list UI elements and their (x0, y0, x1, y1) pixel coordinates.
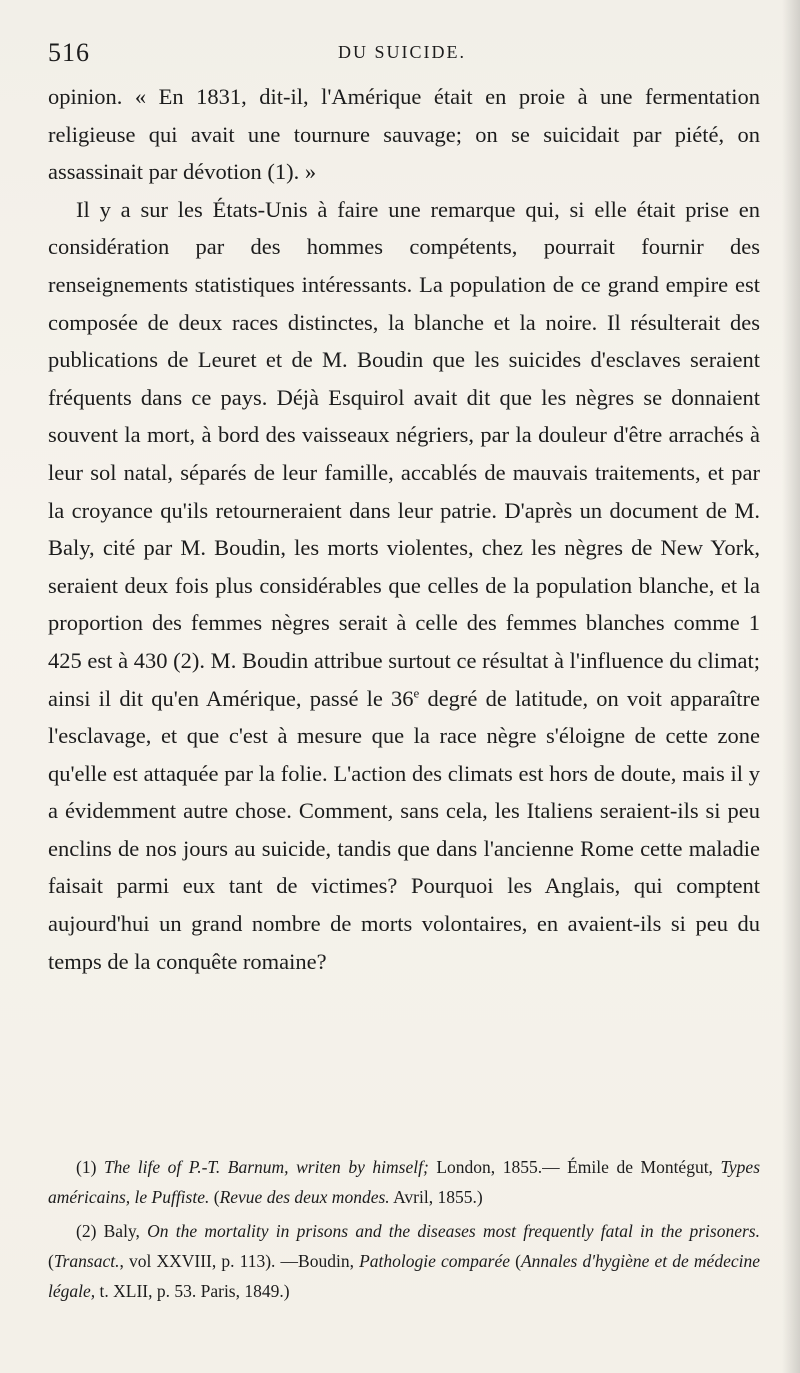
footnote-2: (2) Baly, On the mortality in prisons and the diseases most frequently fatal in the prisoners. (Transact., vol XXVIII, p. 113). —Boudin, Pathologie comparée (Annales d'hygiène et de médecine légale, t. XLII, p. 53. Paris, 1849.) (48, 1221, 760, 1301)
page-number: 516 (48, 38, 90, 67)
page-header (48, 38, 760, 78)
paragraph-1: opinion. « En 1831, dit-il, l'Amérique était en proie à une fermentation religieuse qui avait une tournure sauvage; on se suicidait par piété, on assassinait par dévotion (1). » (48, 84, 760, 185)
superscript-e: e (413, 685, 420, 700)
footnotes (48, 1152, 760, 1306)
footnote-1: (1) The life of P.-T. Barnum, writen by himself; London, 1855.— Émile de Montégut, Types américains, le Puffiste. (Revue des deux mondes. Avril, 1855.) (48, 1157, 761, 1207)
page-edge-shadow (782, 0, 800, 1373)
running-title: DU SUICIDE. (338, 42, 466, 62)
body-text (48, 78, 760, 980)
paragraph-2: Il y a sur les États-Unis à faire une remarque qui, si elle était prise en considération par des hommes compétents, pourrait fournir des renseignements statistiques intéressants. La population de ce grand empire est composée de deux races distinctes, la blanche et la noire. Il résulterait des publications de Leuret et de M. Boudin que les suicides d'esclaves seraient fréquents dans ce pays. Déjà Esquirol avait dit que les nègres se donnaient souvent la mort, à bord des vaisseaux négriers, par la douleur d'être arrachés à leur sol natal, séparés de leur famille, accablés de mauvais traitements, et par la croyance qu'ils retourneraient dans leur patrie. D'après un document de M. Baly, cité par M. Boudin, les morts violentes, chez les nègres de New York, seraient deux fois plus considérables que celles de la population blanche, et la proportion des femmes nègres serait à celle des femmes blanches comme 1 425 est à 430 (2). M. Boudin attribue surtout ce résultat à l'influence du climat; ainsi il dit qu'en Amérique, passé le 36e degré de latitude, on voit apparaître l'esclavage, et que c'est à mesure que la race nègre s'éloigne de cette zone qu'elle est attaquée par la folie. L'action des climats est hors de doute, mais il y a évidemment autre chose. Comment, sans cela, les Italiens seraient-ils si peu enclins de nos jours au suicide, tandis que dans l'ancienne Rome cette maladie faisait parmi eux tant de victimes? Pourquoi les Anglais, qui comptent aujourd'hui un grand nombre de morts volontaires, en avaient-ils si peu du temps de la conquête romaine? (48, 196, 760, 974)
